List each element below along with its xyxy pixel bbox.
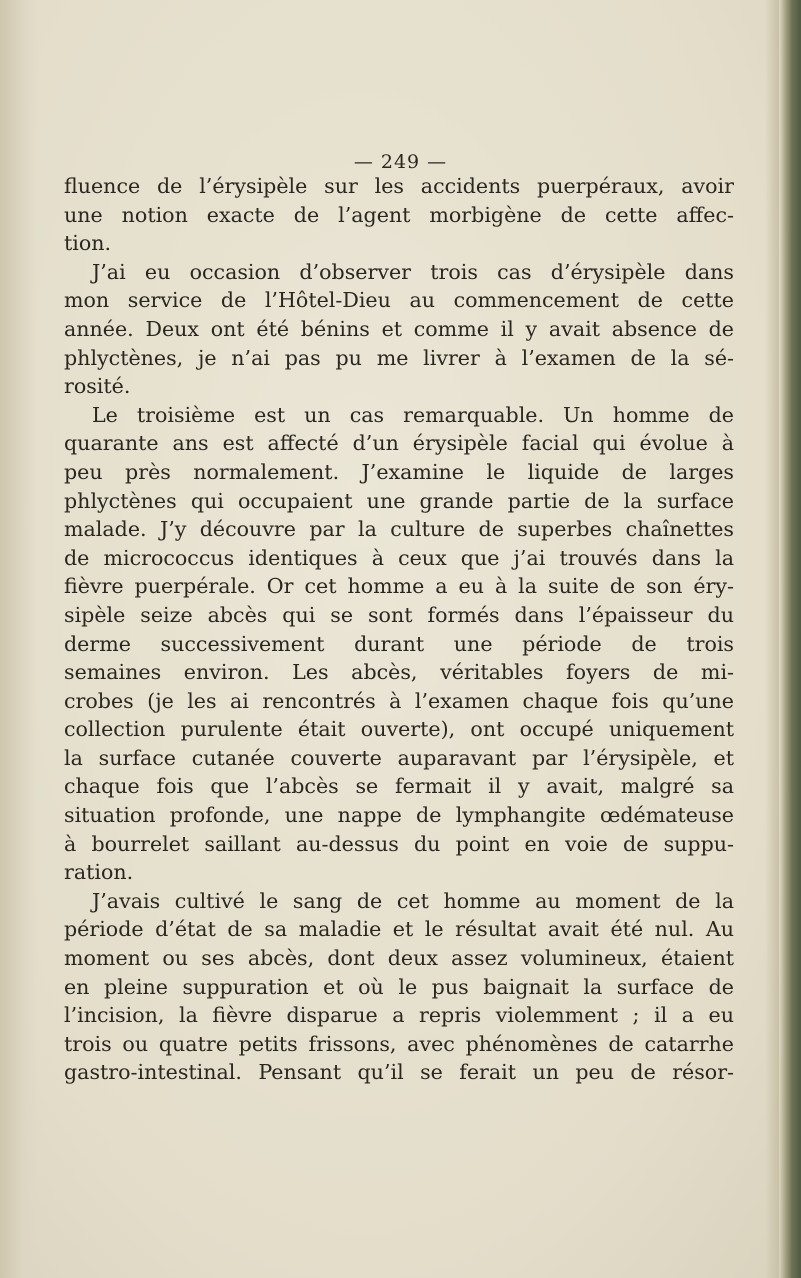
- page-binding-edge: [779, 0, 801, 1278]
- text-line: gastro-intestinal. Pensant qu’il se ferait un peu de résor-: [64, 1060, 734, 1085]
- body-text: [64, 172, 734, 1087]
- text-line: phlyctènes qui occupaient une grande partie de la surface: [64, 488, 734, 513]
- text-line: en pleine suppuration et où le pus baignait la surface de: [64, 974, 734, 999]
- text-line: J’ai eu occasion d’observer trois cas d’érysipèle dans: [92, 259, 734, 284]
- text-line: quarante ans est affecté d’un érysipèle facial qui évolue à: [64, 431, 734, 456]
- text-line: collection purulente était ouverte), ont occupé uniquement: [64, 717, 734, 742]
- text-line: à bourrelet saillant au-dessus du point en voie de suppu-: [64, 831, 734, 856]
- page-left-margin: [0, 0, 38, 1278]
- text-line: J’avais cultivé le sang de cet homme au moment de la: [92, 888, 734, 913]
- text-line: l’incision, la fièvre disparue a repris violemment ; il a eu: [64, 1003, 734, 1028]
- text-line: phlyctènes, je n’ai pas pu me livrer à l’examen de la sé-: [64, 345, 734, 370]
- page-number: — 249 —: [353, 151, 448, 173]
- text-line: la surface cutanée couverte auparavant par l’érysipèle, et: [64, 745, 734, 770]
- text-line: rosité.: [64, 374, 131, 399]
- text-line: chaque fois que l’abcès se fermait il y avait, malgré sa: [64, 774, 734, 799]
- text-line: malade. J’y découvre par la culture de superbes chaînettes: [64, 517, 734, 542]
- text-line: Le troisième est un cas remarquable. Un homme de: [92, 402, 734, 427]
- text-line: de micrococcus identiques à ceux que j’ai trouvés dans la: [64, 545, 734, 570]
- text-line: semaines environ. Les abcès, véritables foyers de mi-: [64, 660, 734, 685]
- text-line: crobes (je les ai rencontrés à l’examen chaque fois qu’une: [64, 688, 734, 713]
- text-line: fluence de l’érysipèle sur les accidents puerpéraux, avoir: [64, 174, 734, 198]
- text-line: une notion exacte de l’agent morbigène de cette affec-: [64, 202, 734, 227]
- page-shadow: [765, 0, 779, 1278]
- text-line: ration.: [64, 860, 134, 885]
- text-line: mon service de l’Hôtel-Dieu au commencement de cette: [64, 288, 734, 313]
- text-line: période d’état de sa maladie et le résultat avait été nul. Au: [64, 917, 734, 942]
- text-line: moment ou ses abcès, dont deux assez volumineux, étaient: [64, 946, 734, 971]
- text-line: fièvre puerpérale. Or cet homme a eu à la suite de son éry-: [64, 574, 734, 599]
- text-line: derme successivement durant une période de trois: [64, 631, 734, 656]
- text-line: sipèle seize abcès qui se sont formés dans l’épaisseur du: [64, 602, 734, 627]
- text-line: année. Deux ont été bénins et comme il y avait absence de: [64, 316, 734, 341]
- text-line: trois ou quatre petits frissons, avec phénomènes de catarrhe: [64, 1031, 734, 1056]
- text-line: situation profonde, une nappe de lymphangite œdémateuse: [64, 803, 734, 828]
- text-line: peu près normalement. J’examine le liquide de larges: [64, 459, 734, 484]
- text-line: tion.: [64, 231, 112, 256]
